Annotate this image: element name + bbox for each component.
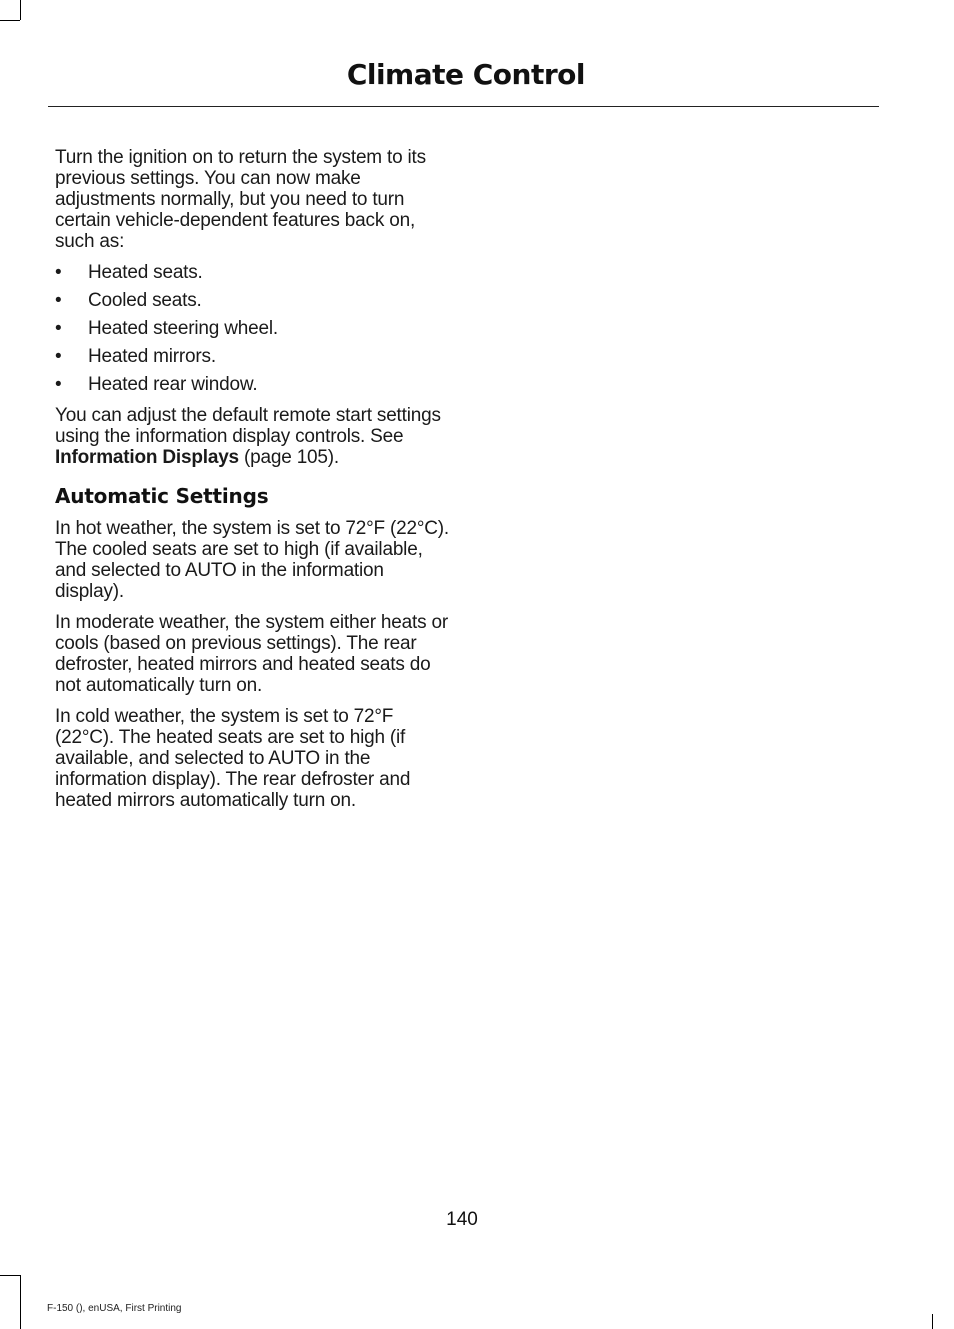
crop-mark-bottom-left-vertical bbox=[20, 1275, 21, 1329]
bullet-icon: • bbox=[55, 318, 62, 339]
bullet-icon: • bbox=[55, 290, 62, 311]
crop-mark-top-left-horizontal bbox=[0, 20, 20, 21]
section-heading: Automatic Settings bbox=[55, 484, 269, 508]
bullet-icon: • bbox=[55, 346, 62, 367]
crop-mark-bottom-right bbox=[932, 1314, 933, 1329]
bullet-icon: • bbox=[55, 262, 62, 283]
information-displays-link[interactable]: Information Displays bbox=[55, 447, 239, 468]
list-item: • Heated steering wheel. bbox=[55, 318, 278, 339]
list-item: • Heated rear window. bbox=[55, 374, 258, 395]
feature-list bbox=[55, 262, 450, 395]
page-title: Climate Control bbox=[346, 58, 585, 91]
list-item: • Heated seats. bbox=[55, 262, 203, 283]
intro-paragraph: Turn the ignition on to return the system to its previous settings. You can now make adjustments normally, but you need to turn certain vehicle-dependent features back on, such as: bbox=[55, 147, 426, 252]
remote-start-paragraph: You can adjust the default remote start settings using the information display controls. See Information Displays (page 105). bbox=[55, 405, 441, 468]
page-number: 140 bbox=[446, 1209, 478, 1230]
footer-text: F-150 (), enUSA, First Printing bbox=[47, 1303, 182, 1314]
crop-mark-top-left bbox=[20, 0, 21, 20]
bullet-icon: • bbox=[55, 374, 62, 395]
title-divider bbox=[48, 106, 879, 107]
main-column bbox=[55, 147, 450, 821]
hot-weather-paragraph: In hot weather, the system is set to 72°F (22°C). The cooled seats are set to high (if available, and selected to AUTO in the information display). bbox=[55, 518, 450, 602]
crop-mark-bottom-left bbox=[0, 1275, 20, 1276]
list-item: • Heated mirrors. bbox=[55, 346, 216, 367]
cold-weather-paragraph: In cold weather, the system is set to 72°F (22°C). The heated seats are set to high (if available, and selected to AUTO in the information display). The rear defroster and heated mirrors automatically turn on. bbox=[55, 706, 411, 811]
moderate-weather-paragraph: In moderate weather, the system either heats or cools (based on previous settings). The rear defroster, heated mirrors and heated seats do not automatically turn on. bbox=[55, 612, 448, 696]
list-item: • Cooled seats. bbox=[55, 290, 202, 311]
